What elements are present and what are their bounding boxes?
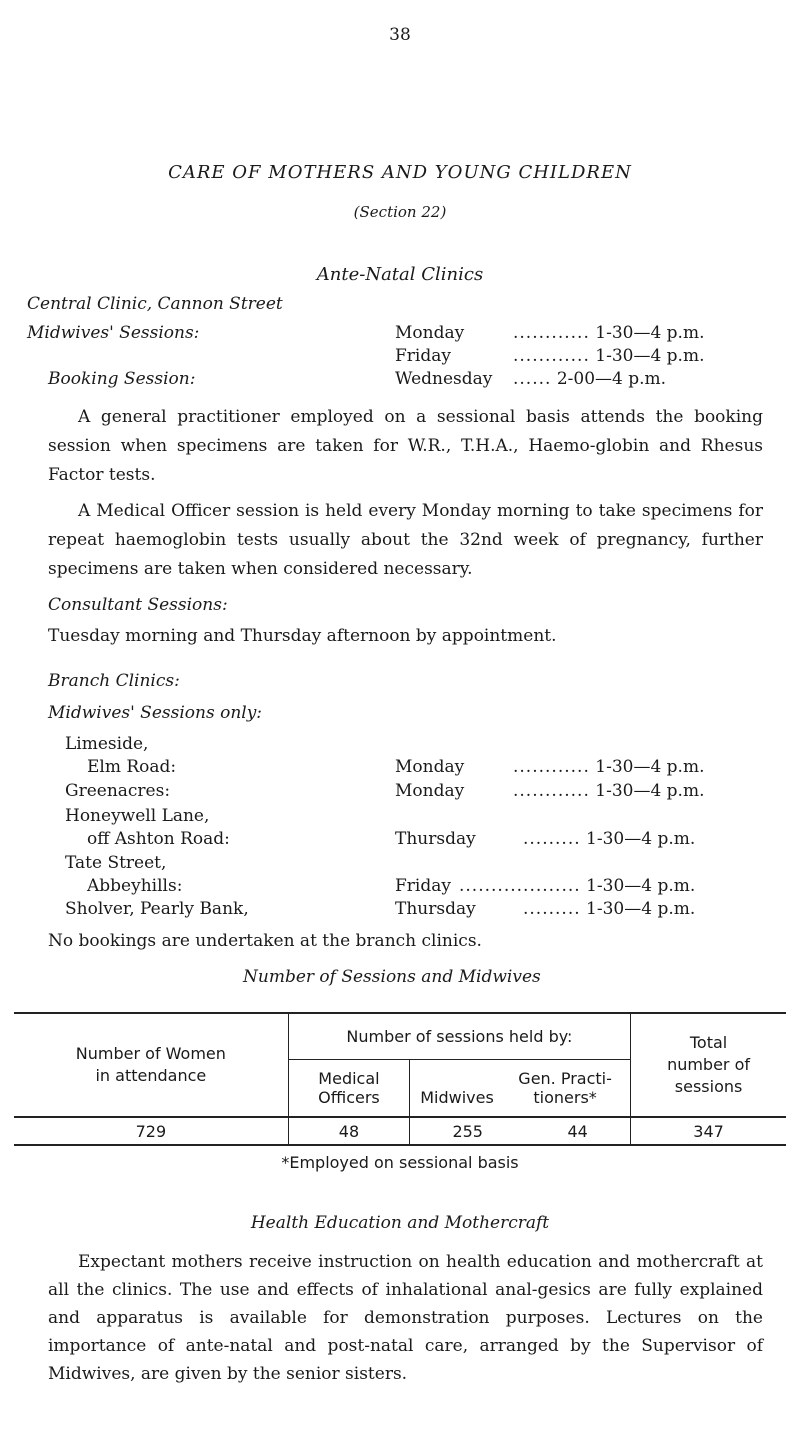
cell-women: 729 [14,1117,288,1145]
central-clinic-label: Central Clinic, Cannon Street [27,294,283,314]
session-time: 1-30—4 p.m. [595,323,705,343]
session-day: Friday [395,346,451,366]
branch-honeywell-line1: Honeywell Lane, [65,806,210,826]
branch-session-greenacres [395,781,705,801]
session-time: 2-00—4 p.m. [556,369,667,389]
branch-greenacres-line1: Greenacres: [65,781,171,801]
col-medical-header: Medical Officers [288,1059,410,1117]
page-title: CARE OF MOTHERS AND YOUNG CHILDREN [168,162,632,183]
branch-heading: Branch Clinics: [48,671,180,691]
session-time: 1-30—4 p.m. [595,757,705,777]
section-reference: (Section 22) [353,203,447,221]
central-session-friday [395,346,705,366]
table-row [14,1117,786,1145]
col-women-header: Number of Women in attendance [14,1013,288,1117]
page-number: 38 [389,25,411,45]
medical-officer-paragraph: A Medical Officer session is held every Monday morning to take specimens for repeat haemoglobin tests usually about the 32nd week of pregnancy, further specimens are taken when considered necessary. [48,501,763,579]
session-time: 1-30—4 p.m. [586,876,696,896]
col-midwives-header: Midwives [420,1087,494,1107]
col-midwives-gp-header [410,1059,631,1117]
leader-dots: ...... [513,369,552,389]
col-gp-header: Gen. Practi-tioners* [518,1068,612,1107]
leader-dots: ......... [523,829,581,849]
gp-paragraph: A general practitioner employed on a sessional basis attends the booking session when specimens are taken for W.R., T.H.A., Haemo-globin and Rhesus Factor tests. [48,407,763,485]
session-day: Thursday [395,899,476,919]
leader-dots: ......... [523,899,581,919]
table-header-row [14,1013,786,1059]
cell-gp: 44 [567,1121,588,1141]
session-time: 1-30—4 p.m. [586,829,696,849]
leader-dots: ............ [513,781,590,801]
leader-dots: ............ [513,323,590,343]
col-sessions-held-header: Number of sessions held by: [288,1013,630,1059]
leader-dots: ............ [513,757,590,777]
leader-dots: ............ [513,346,590,366]
session-day: Thursday [395,829,476,849]
midwives-sessions-label: Midwives' Sessions: [27,323,200,343]
branch-limeside-line2: Elm Road: [87,757,177,777]
consultant-text: Tuesday morning and Thursday afternoon by appointment. [48,626,557,646]
branch-tate-line1: Tate Street, [65,853,167,873]
branch-session-sholver [395,899,695,919]
branch-session-honeywell [395,829,695,849]
health-education-heading: Health Education and Mothercraft [250,1213,550,1233]
central-session-wednesday [395,369,666,389]
central-session-monday [395,323,705,343]
session-time: 1-30—4 p.m. [595,781,705,801]
booking-session-label: Booking Session: [48,369,196,389]
leader-dots: ................... [459,876,581,896]
sessions-table [14,1012,786,1146]
session-time: 1-30—4 p.m. [595,346,705,366]
session-day: Monday [395,781,465,801]
session-day: Monday [395,757,465,777]
branch-tate-line2: Abbeyhills: [87,876,183,896]
branch-limeside-line1: Limeside, [65,734,149,754]
cell-midwives: 255 [452,1121,483,1141]
table-footnote: *Employed on sessional basis [281,1153,519,1172]
table-heading: Number of Sessions and Midwives [243,967,541,987]
col-total-header: Total number of sessions [631,1013,786,1117]
session-time: 1-30—4 p.m. [586,899,696,919]
health-education-paragraph: Expectant mothers receive instruction on health education and mothercraft at all the clinics. The use and effects of inhalational anal-gesics are fully explained and apparatus is available for demonstration purposes. Lectures on the importance of ante-natal and post-natal care, arranged by the Supervisor of Midwives, are given by the senior sisters. [48,1252,763,1384]
branch-honeywell-line2: off Ashton Road: [87,829,230,849]
branch-sholver-line1: Sholver, Pearly Bank, [65,899,249,919]
consultant-heading: Consultant Sessions: [48,595,228,615]
session-day: Wednesday [395,369,493,389]
cell-midwives-gp [410,1117,631,1145]
cell-medical: 48 [288,1117,410,1145]
antenatal-heading: Ante-Natal Clinics [316,264,484,285]
branch-session-tate [395,876,695,896]
branch-note: No bookings are undertaken at the branch clinics. [48,931,482,951]
branch-subheading: Midwives' Sessions only: [48,703,263,723]
branch-session-limeside [395,757,705,777]
session-day: Friday [395,876,451,896]
cell-total: 347 [631,1117,786,1145]
session-day: Monday [395,323,465,343]
